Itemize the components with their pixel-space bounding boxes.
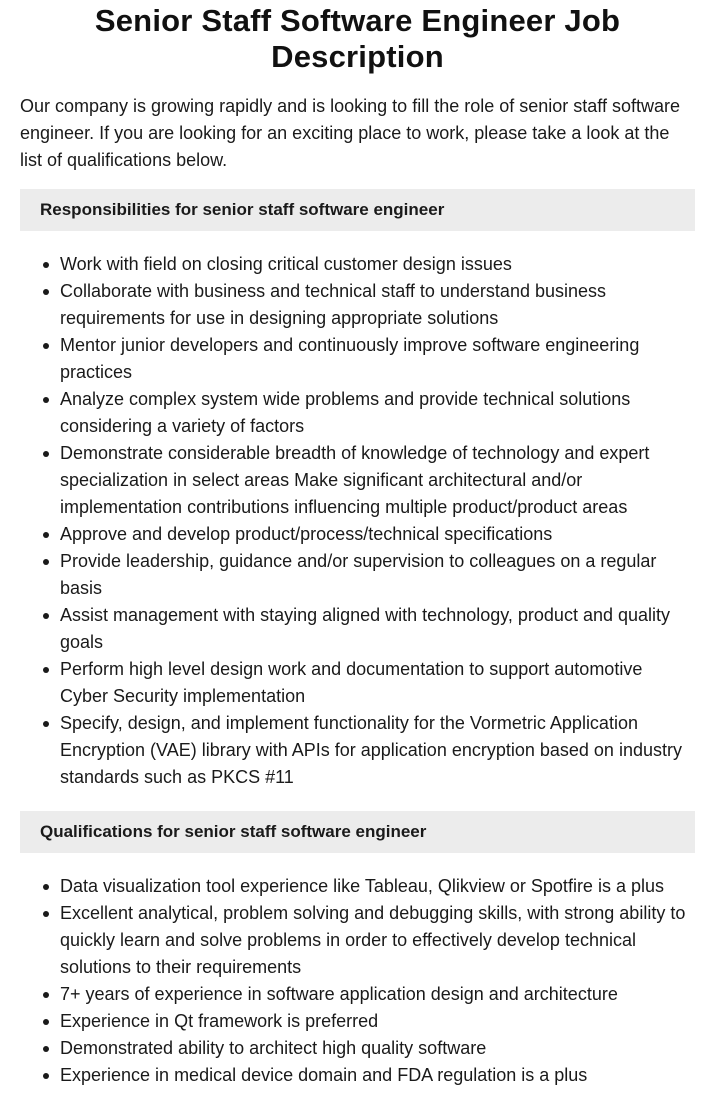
list-item: 7+ years of experience in software application design and architecture	[60, 981, 695, 1008]
list-item: Assist management with staying aligned with technology, product and quality goals	[60, 602, 695, 656]
list-item: Work with field on closing critical customer design issues	[60, 251, 695, 278]
qualifications-section	[20, 811, 695, 1089]
intro-paragraph: Our company is growing rapidly and is looking to fill the role of senior staff software engineer. If you are looking for an exciting place to work, please take a look at the list of qualifications below.	[20, 96, 680, 170]
responsibilities-section	[20, 189, 695, 791]
list-item: Excellent analytical, problem solving and debugging skills, with strong ability to quickly learn and solve problems in order to effectively develop technical solutions to their requirements	[60, 900, 695, 981]
qualifications-list	[20, 873, 695, 1089]
list-item: Demonstrate considerable breadth of knowledge of technology and expert specialization in select areas Make significant architectural and/or implementation contributions influencing multiple product/product areas	[60, 440, 695, 521]
list-item: Collaborate with business and technical staff to understand business requirements for use in designing appropriate solutions	[60, 278, 695, 332]
list-item: Mentor junior developers and continuously improve software engineering practices	[60, 332, 695, 386]
list-item: Data visualization tool experience like Tableau, Qlikview or Spotfire is a plus	[60, 873, 695, 900]
list-item: Provide leadership, guidance and/or supervision to colleagues on a regular basis	[60, 548, 695, 602]
list-item: Perform high level design work and documentation to support automotive Cyber Security implementation	[60, 656, 695, 710]
page-title: Senior Staff Software Engineer Job Description	[94, 3, 621, 74]
section-header-qualifications: Qualifications for senior staff software engineer	[20, 811, 695, 853]
responsibilities-list	[20, 251, 695, 791]
list-item: Demonstrated ability to architect high quality software	[60, 1035, 695, 1062]
list-item: Analyze complex system wide problems and provide technical solutions considering a variety of factors	[60, 386, 695, 440]
section-header-responsibilities: Responsibilities for senior staff software engineer	[20, 189, 695, 231]
list-item: Experience in Qt framework is preferred	[60, 1008, 695, 1035]
list-item: Approve and develop product/process/technical specifications	[60, 521, 695, 548]
list-item: Experience in medical device domain and FDA regulation is a plus	[60, 1062, 695, 1089]
list-item: Specify, design, and implement functionality for the Vormetric Application Encryption (VAE) library with APIs for application encryption based on industry standards such as PKCS #11	[60, 710, 695, 791]
